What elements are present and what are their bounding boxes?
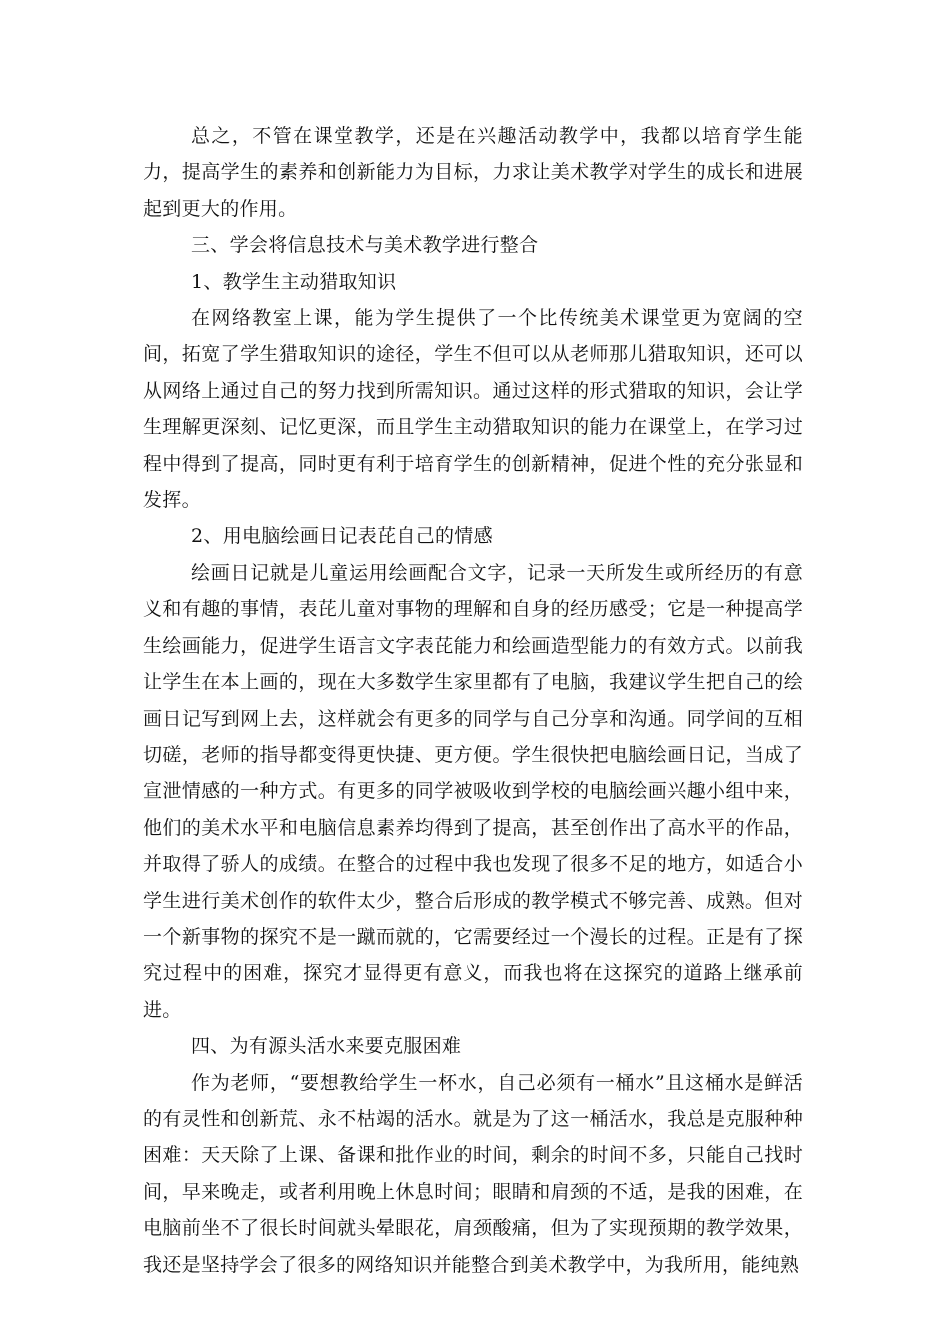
paragraph-drawing-diary: 绘画日记就是儿童运用绘画配合文字，记录一天所发生或所经历的有意义和有趣的事情，表芘儿童对事物的理解和自身的经历感受；它是一种提高学生绘画能力，促进学生语言文字表芘能力和绘画造型能力的有效方式。以前我让学生在本上画的，现在大多数学生家里都有了电脑，我建议学生把自己的绘画日记写到网上去，这样就会有更多的同学与自己分享和沟通。同学间的互相切磋，老师的指导都变得更快捷、更方便。学生很快把电脑绘画日记，当成了宣泄情感的一种方式。有更多的同学被吸收到学校的电脑绘画兴趣小组中来，他们的美术水平和电脑信息素养均得到了提高，甚至创作出了高水平的作品，并取得了骄人的成绩。在整合的过程中我也发现了很多不足的地方，如适合小学生进行美术创作的软件太少，整合后形成的教学模式不够完善、成熟。但对一个新事物的探究不是一蹴而就的，它需要经过一个漫长的过程。正是有了探究过程中的困难，探究才显得更有意义，而我也将在这探究的道路上继承前进。	[143, 561, 803, 1021]
paragraph-overcome-difficulties: 作为老师，“要想教给学生一杯水，自己必须有一桶水”且这桶水是鲜活的有灵性和创新荒、永不枯竭的活水。就是为了这一桶活水，我总是克服种种困难：天天除了上课、备课和批作业的时间，剩余的时间不多，只能自己找时间，早来晚走，或者利用晚上休息时间；眼睛和肩颈的不适，是我的困难，在电脑前坐不了很长时间就头晕眼花，肩颈酸痛，但为了实现预期的教学效果，我还是坚持学会了很多的网络知识并能整合到美术教学中，为我所用，能纯熟	[143, 1071, 803, 1276]
section-heading-three: 三、学会将信息技术与美术教学进行整合	[191, 234, 539, 257]
document-body	[143, 118, 803, 1283]
paragraph-network-classroom: 在网络教室上课，能为学生提供了一个比传统美术课堂更为宽阔的空间，拓宽了学生猎取知识的途径，学生不但可以从老师那儿猎取知识，还可以从网络上通过自己的努力找到所需知识。通过这样的形式猎取的知识，会让学生理解更深刻、记忆更深，而且学生主动猎取知识的能力在课堂上，在学习过程中得到了提高，同时更有利于培育学生的创新精神，促进个性的充分张显和发挥。	[143, 307, 803, 512]
paragraph-conclusion: 总之，不管在课堂教学，还是在兴趣活动教学中，我都以培育学生能力，提高学生的素养和创新能力为目标，力求让美术教学对学生的成长和进展起到更大的作用。	[143, 125, 803, 220]
subheading-1: 1、教学生主动猎取知识	[191, 270, 397, 293]
section-heading-four: 四、为有源头活水来要克服困难	[191, 1035, 462, 1058]
subheading-2: 2、用电脑绘画日记表芘自己的情感	[191, 525, 493, 548]
